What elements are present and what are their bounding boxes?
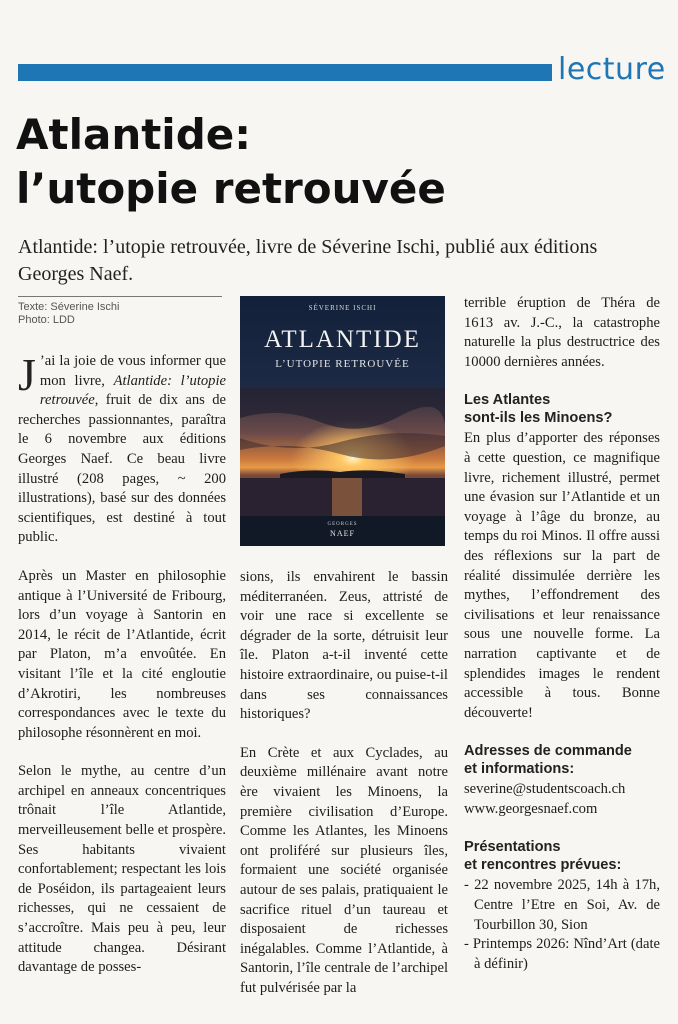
paragraph-intro: J ’ai la joie de vous informer que mon livre, Atlantide: l’utopie retrouvée, fruit de dix ans de recherches passionnantes, paraîtra le 6 novembre aux éditions Georges Naef. Ce beau livre illustré (208 pages, ~ 200 illustrations), basé sur des données scientifiques, est destiné à tout public. — [18, 349, 226, 546]
headline-line-1: Atlantide: — [16, 110, 252, 159]
paragraph-4: sions, ils envahirent le bassin méditerranéen. Zeus, attristé de voir une race si excellente se dégrader de la sorte, détruisit leur île. Platon a-t-il inventé cette histoire extraordinaire, ou puise-t-il dans ses connaissances historiques? — [240, 569, 448, 723]
credits-rule — [18, 296, 222, 297]
event-item: - 22 novembre 2025, 14h à 17h, Centre l’Etre en Soi, Av. de Tourbillon 30, Sion — [464, 877, 660, 933]
cover-publisher-line-1: GEORGES — [327, 522, 358, 527]
cover-author: SÉVERINE ISCHI — [308, 304, 377, 312]
subhead-events: Présentations et rencontres prévues: — [464, 839, 622, 874]
subhead-orders: Adresses de commande et informations: — [464, 743, 632, 778]
cover-publisher-line-2: NAEF — [330, 529, 355, 538]
contact-block — [464, 780, 660, 819]
book-cover-image — [240, 296, 445, 546]
section-label: lecture — [558, 52, 666, 87]
subhead-minoens: Les Atlantes sont-ils les Minoens? — [464, 392, 613, 427]
paragraph-6: terrible éruption de Théra de 1613 av. J.-C., la catastrophe naturelle la plus destructrice des 10000 dernières années. — [464, 295, 660, 370]
headline-line-2: l’utopie retrouvée — [16, 164, 446, 213]
paragraph-5: En Crète et aux Cyclades, au deuxième millénaire avant notre ère vivaient les Minoens, la première civilisation d’Europe. Comme les Atlantes, les Minoens ont proliféré sur plusieurs îles, formaient une société organisée autour de ses palais, pratiquaient le sacrifice rituel d’un taureau et disposaient de richesses inégalables. Comme l’Atlantide, à Santorin, l’île centrale de l’archipel fut pulvérisée par la — [240, 744, 448, 996]
contact-email[interactable]: severine@studentscoach.ch — [464, 781, 626, 798]
event-item: - Printemps 2026: Nînd’Art (date à définir) — [464, 936, 660, 972]
contact-website[interactable]: www.georgesnaef.com — [464, 800, 598, 817]
paragraph-3: Selon le mythe, au centre d’un archipel en anneaux concentriques trônait l’île Atlantide, merveilleusement belle et prospère. Ses habitants vivaient confortablement; respectant les lois de Poséidon, ils partageaient leurs richesses, qui ne cessaient de s’accroître. Mais peu à peu, leur attitude changea. Désirant davantage de posses- — [18, 763, 226, 976]
drop-cap: J — [18, 349, 36, 400]
paragraph-7: En plus d’apporter des réponses à cette question, ce magnifique livre, richement illustré, permet une évasion sur l’Atlantide et un voyage à l’âge du bronze, au temps du roi Minos. Il offre aussi des réflexions sur la part de réalité dissimulée derrière les mythes, l’effondrement des civilisations et leur renaissance sous une nouvelle forme. La narration captivante et de splendides images le rendent accessible à tous. Bonne découverte! — [464, 430, 660, 721]
events-list — [464, 876, 660, 974]
paragraph-2: Après un Master en philosophie antique à l’Université de Fribourg, lors d’un voyage à Santorin en 2014, le récit de l’Atlantide, écrit par Platon, m’a envoûtée. En visitant l’île et la cité engloutie d’Akrotiri, les nombreuses correspondances avec le texte du philosophe résonnèrent en moi. — [18, 567, 226, 741]
photo-credit: Photo: LDD — [18, 314, 75, 326]
text-credit: Texte: Séverine Ischi — [18, 301, 120, 313]
column-2 — [240, 568, 448, 1017]
column-1 — [18, 349, 226, 997]
column-3 — [464, 294, 660, 974]
headline — [16, 108, 656, 216]
sunset-photo — [240, 388, 445, 516]
book-title-italic: Atlantide: l’utopie retrouvée — [39, 372, 226, 409]
credits — [18, 301, 120, 327]
cover-subtitle: L’UTOPIE RETROUVÉE — [275, 358, 410, 370]
section-bar — [18, 64, 552, 81]
cover-title: ATLANTIDE — [264, 326, 421, 353]
standfirst: Atlantide: l’utopie retrouvée, livre de Séverine Ischi, publié aux éditions Georges Naef. — [18, 236, 598, 285]
